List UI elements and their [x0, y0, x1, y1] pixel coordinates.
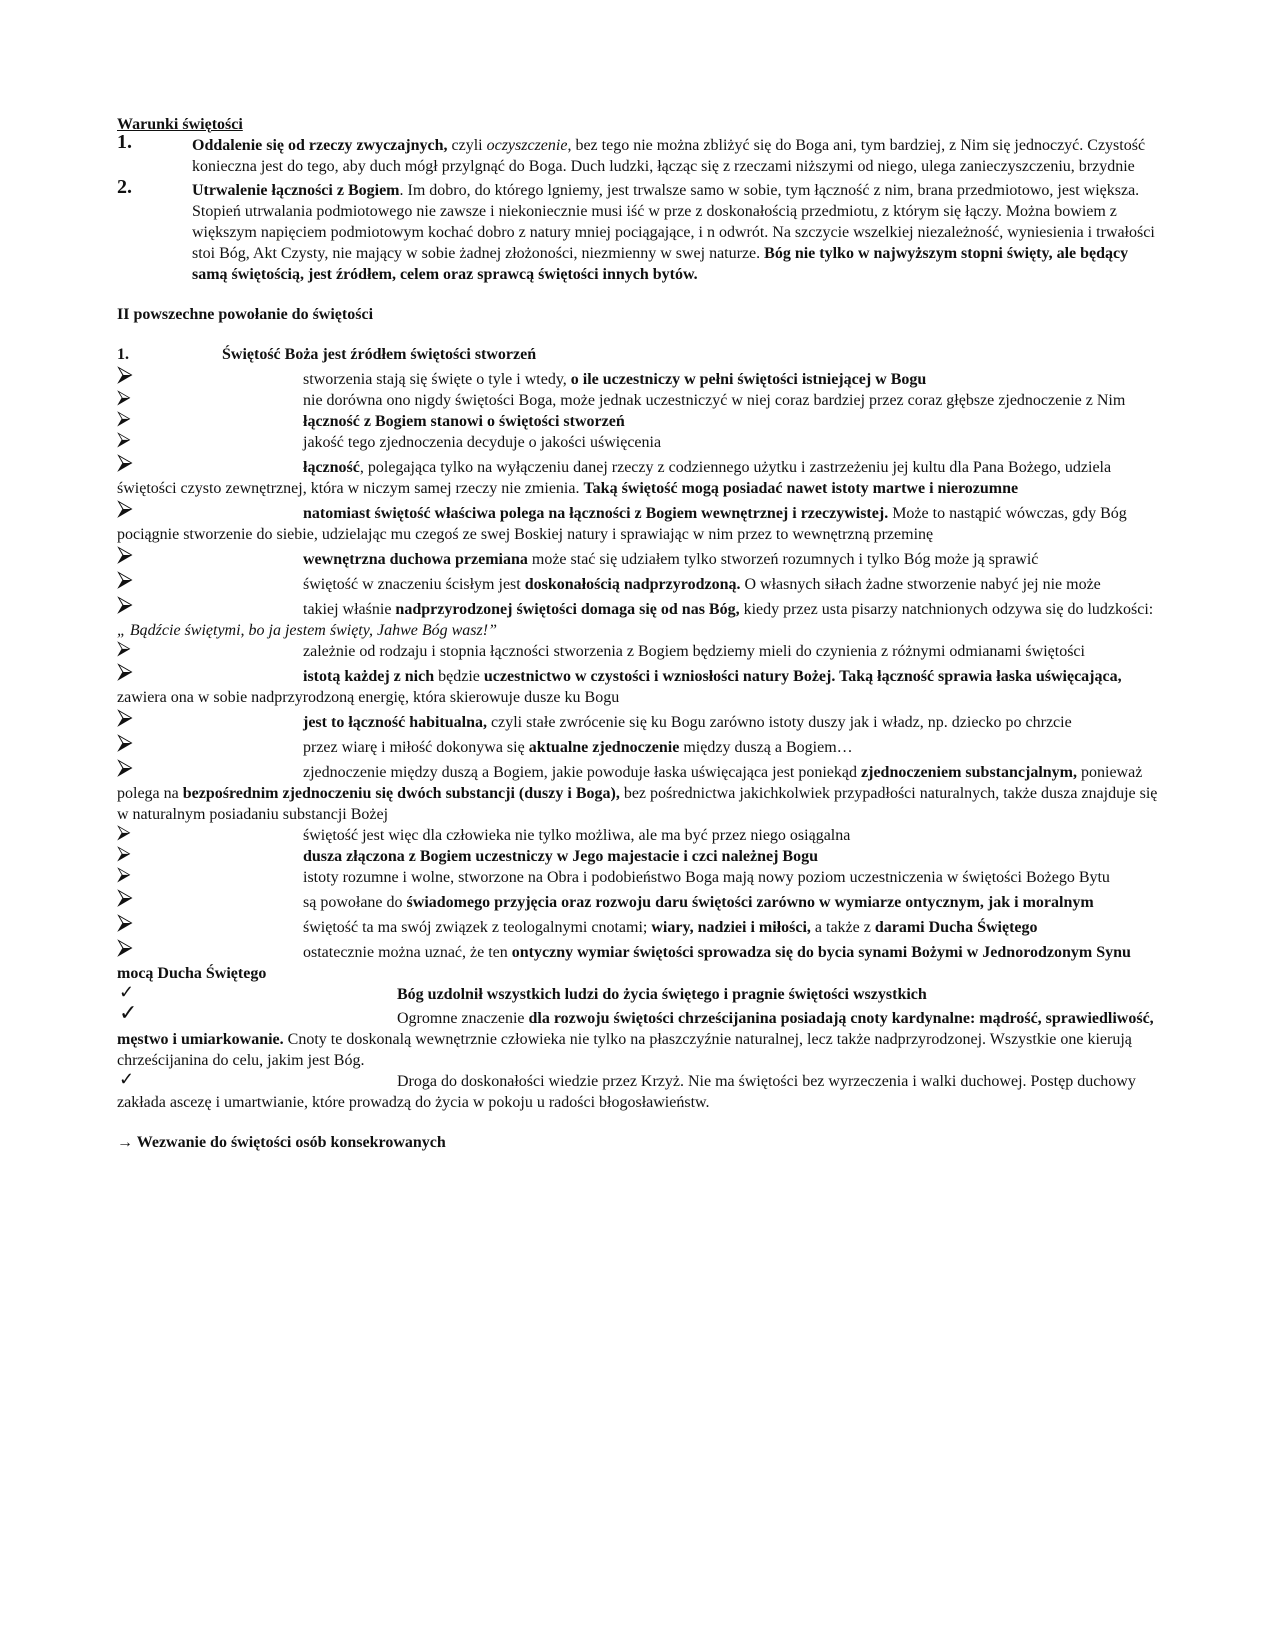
arrow-bullet-icon: ⮚ [117, 658, 133, 683]
section-heading-powolanie: II powszechne powołanie do świętości [117, 306, 374, 323]
arrow-bullet-icon: ⮚ [117, 591, 133, 616]
numbered-point-2: 2. Utrwalenie łączności z Bogiem. Im dobro, do którego lgniemy, jest trwalsze samo w sobie, tym łączność z nim, brana przedmiotowo, jest większa. Stopień utrwalania podmiotowego nie zawsze i niekoniecznie musi iść w prze z doskonałością przedmiotu, z którym się łączy. Można bowiem z większym napięciem podmiotowym kochać dobro z natury mniej pociągające, i n odwrót. Na szczycie wszelkiej niezależność, wyniesienia i trwałości stoi Bóg, Akt Czysty, nie mający w sobie żadnej złożoności, niezmienny w swej naturze. Bóg nie tylko w najwyższym stopni święty, ale będący samą świętością, jest źródłem, celem oraz sprawcą świętości innych bytów. [117, 176, 1155, 283]
arrow-bullet-icon: ⮚ [117, 754, 133, 779]
arrow-bullet-icon: ⮚ [117, 843, 131, 864]
arrow-bullet-icon: ⮚ [117, 449, 133, 474]
bullet-item: ⮚ takiej właśnie nadprzyrodzonej świętości domaga się od nas Bóg, kiedy przez usta pisarzy natchnionych odzywa się do ludzkości: „ Bądźcie świętymi, bo ja jestem święty, Jahwe Bóg wasz!” [117, 591, 1154, 639]
bullet-item: ⮚ są powołane do świadomego przyjęcia oraz rozwoju daru świętości zarówno w wymiarze ontycznym, jak i moralnym [117, 884, 1094, 911]
bullet-item: ⮚ jakość tego zjednoczenia decyduje o jakości uświęcenia [117, 429, 662, 451]
arrow-bullet-icon: ⮚ [117, 541, 133, 566]
bullet-item: ⮚ zależnie od rodzaju i stopnia łączności stworzenia z Bogiem będziemy mieli do czynienia z różnymi odmianami świętości [117, 638, 1085, 660]
check-item: ✓ Bóg uzdolnił wszystkich ludzi do życia świętego i pragnie świętości wszystkich [119, 982, 927, 1003]
arrow-bullet-icon: ⮚ [117, 909, 133, 934]
arrow-bullet-icon: ⮚ [117, 822, 131, 843]
arrow-bullet-icon: ⮚ [117, 934, 133, 959]
bullet-item: ⮚ istotą każdej z nich będzie uczestnictwo w czystości i wzniosłości natury Bożej. Taką łączność sprawia łaska uświęcająca, zawiera ona w sobie nadprzyrodzoną energię, która skierowuje dusze ku Bogu [117, 658, 1122, 706]
check-icon: ✓ [119, 1000, 138, 1025]
arrow-bullet-icon: ⮚ [117, 638, 131, 659]
bullet-item: ⮚ wewnętrzna duchowa przemiana może stać się udziałem tylko stworzeń rozumnych i tylko Bóg może ją sprawić [117, 541, 1039, 568]
arrow-bullet-icon: ⮚ [117, 884, 133, 909]
arrow-bullet-icon: ⮚ [117, 408, 131, 429]
arrow-bullet-icon: ⮚ [117, 495, 133, 520]
point-number: 2. [117, 176, 132, 198]
bullet-item: ⮚ dusza złączona z Bogiem uczestniczy w Jego majestacie i czci należnej Bogu [117, 843, 818, 865]
arrow-bullet-icon: ⮚ [117, 704, 133, 729]
sub-heading-1: 1. Świętość Boża jest źródłem świętości stworzeń [117, 346, 537, 363]
document-page [117, 114, 1162, 1153]
check-icon: ✓ [119, 1069, 135, 1089]
arrow-bullet-icon: ⮚ [117, 429, 131, 450]
bullet-item: ⮚ przez wiarę i miłość dokonywa się aktualne zjednoczenie między duszą a Bogiem… [117, 729, 853, 756]
numbered-point-1: 1. Oddalenie się od rzeczy zwyczajnych, czyli oczyszczenie, bez tego nie można zbliżyć się do Boga ani, tym bardziej, z Nim się jednoczyć. Czystość konieczna jest do tego, aby duch mógł przylgnąć do Boga. Duch ludzki, łącząc się z rzeczami niższymi od niego, ulega zanieczyszczeniu, brzydnie [117, 131, 1146, 175]
point-number: 1. [117, 131, 132, 153]
arrow-bullet-icon: ⮚ [117, 361, 133, 386]
bullet-item: ⮚ natomiast świętość właściwa polega na łączności z Bogiem wewnętrznej i rzeczywistej. Może to nastąpić wówczas, gdy Bóg pociągnie stworzenie do siebie, udzielając mu czegoś ze swej Boskiej natury i sprawiając w nim przez to wewnętrzną przeminę [117, 495, 1127, 543]
bullet-item: ⮚ świętość jest więc dla człowieka nie tylko możliwa, ale ma być przez niego osiągalna [117, 822, 851, 844]
bullet-item: ⮚ łączność z Bogiem stanowi o świętości stworzeń [117, 408, 625, 430]
bullet-item: ⮚ ostatecznie można uznać, że ten ontyczny wymiar świętości sprowadza się do bycia synami Bożymi w Jednorodzonym Synu mocą Ducha Świętego [117, 934, 1131, 982]
arrow-right-icon: → [117, 1134, 133, 1151]
bullet-item: ⮚ jest to łączność habitualna, czyli stałe zwrócenie się ku Bogu zarówno istoty duszy jak i władz, np. dziecko po chrzcie [117, 704, 1072, 731]
check-icon: ✓ [119, 982, 135, 1002]
arrow-bullet-icon: ⮚ [117, 387, 131, 408]
check-item: ✓ Droga do doskonałości wiedzie przez Krzyż. Nie ma świętości bez wyrzeczenia i walki duchowej. Postęp duchowy zakłada ascezę i umartwianie, które prowadzą do życia w pokoju u radości błogosławieństw. [117, 1069, 1136, 1111]
arrow-bullet-icon: ⮚ [117, 729, 133, 754]
check-item: ✓ Ogromne znaczenie dla rozwoju świętości chrześcijanina posiadają cnoty kardynalne: mądrość, sprawiedliwość, męstwo i umiarkowanie. Cnoty te doskonalą wewnętrznie człowieka nie tylko na płaszczyźnie naturalnej, lecz także nadprzyrodzonej. Wszystkie one kierują chrześcijanina do celu, jakim jest Bóg. [117, 1000, 1154, 1069]
bullet-item: ⮚ łączność, polegająca tylko na wyłączeniu danej rzeczy z codziennego użytku i zastrzeżeniu jej kultu dla Pana Bożego, udziela świętości czysto zewnętrznej, która w niczym samej rzeczy nie zmienia. Taką świętość mogą posiadać nawet istoty martwe i nierozumne [117, 449, 1112, 497]
bullet-item: ⮚ istoty rozumne i wolne, stworzone na Obra i podobieństwo Boga mają nowy poziom uczestniczenia w świętości Bożego Bytu [117, 864, 1110, 886]
arrow-bullet-icon: ⮚ [117, 566, 133, 591]
section-heading-konsekrowani: → Wezwanie do świętości osób konsekrowanych [117, 1134, 446, 1151]
bullet-item: ⮚ świętość ta ma swój związek z teologalnymi cnotami; wiary, nadziei i miłości, a także z darami Ducha Świętego [117, 909, 1038, 936]
bullet-item: ⮚ nie dorówna ono nigdy świętości Boga, może jednak uczestniczyć w niej coraz bardziej przez coraz głębsze zjednoczenie z Nim [117, 387, 1126, 409]
heading-warunki: Warunki świętości [117, 116, 243, 133]
arrow-bullet-icon: ⮚ [117, 864, 131, 885]
bullet-item: ⮚ stworzenia stają się święte o tyle i wtedy, o ile uczestniczy w pełni świętości istniejącej w Bogu [117, 361, 927, 388]
bullet-item: ⮚ świętość w znaczeniu ścisłym jest doskonałością nadprzyrodzoną. O własnych siłach żadne stworzenie nabyć jej nie może [117, 566, 1101, 593]
bullet-item: ⮚ zjednoczenie między duszą a Bogiem, jakie powoduje łaska uświęcająca jest poniekąd zjednoczeniem substancjalnym, ponieważ polega na bezpośrednim zjednoczeniu się dwóch substancji (duszy i Boga), bez pośrednictwa jakichkolwiek przypadłości naturalnych, także dusza znajduje się w naturalnym posiadaniu substancji Bożej [117, 754, 1158, 823]
